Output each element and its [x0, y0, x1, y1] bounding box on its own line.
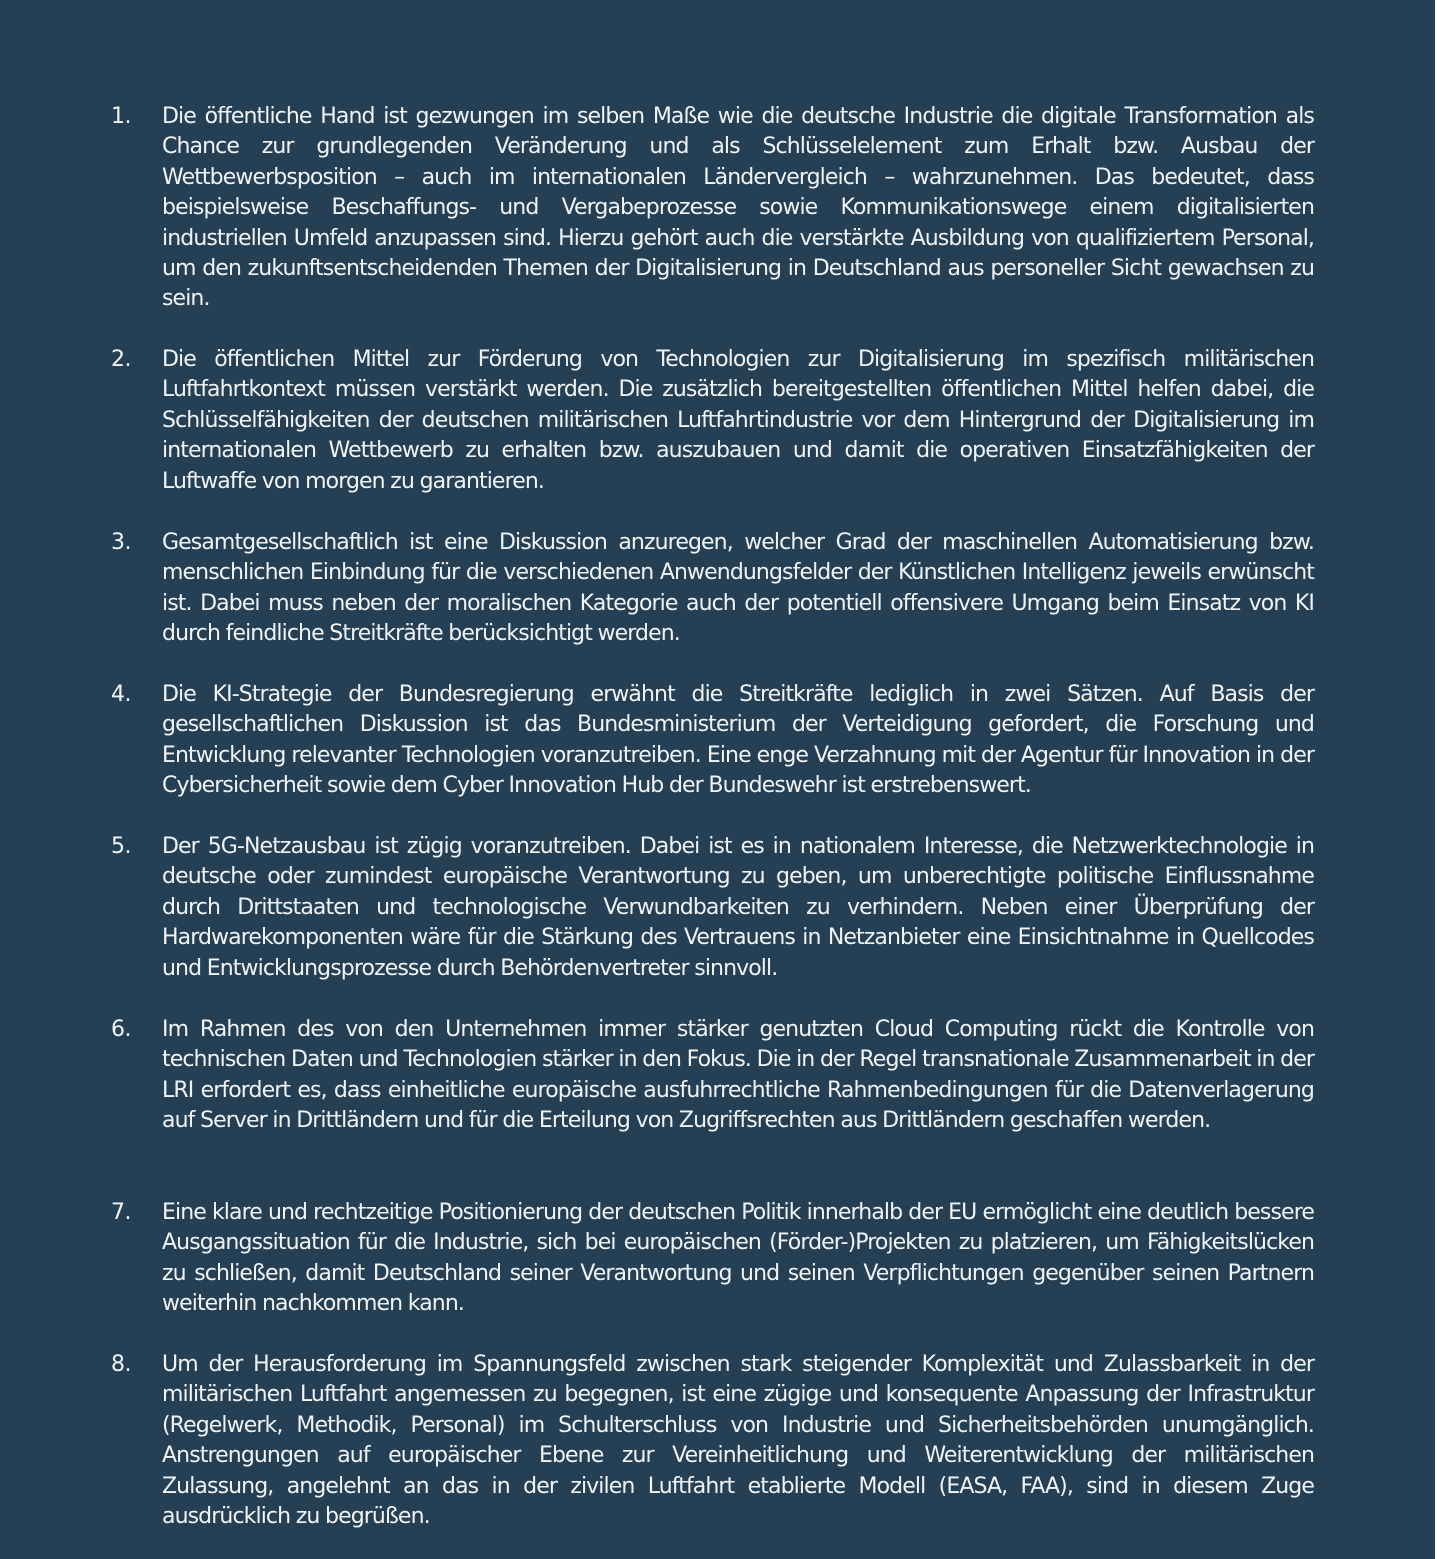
item-number: 6.: [111, 1017, 131, 1042]
item-text: Gesamtgesellschaftlich ist eine Diskussion anzuregen, welcher Grad der maschinellen Automatisierung bzw. menschlichen Einbindung für die verschiedenen Anwendungsfelder der Künstlichen Intelligenz jeweils erwünscht ist. Dabei muss neben der moralischen Kategorie auch der potentiell offensivere Umgang beim Einsatz von KI durch feindliche Streitkräfte berücksichtigt werden.: [162, 530, 1314, 647]
item-number: 4.: [111, 682, 131, 707]
item-text: Die KI-Strategie der Bundesregierung erwähnt die Streitkräfte lediglich in zwei Sätzen. Auf Basis der gesellschaftlichen Diskussion ist das Bundesministerium der Verteidigung gefordert, die Forschung und Entwicklung relevanter Technologien voranzutreiben. Eine enge Verzahnung mit der Agentur für Innovation in der Cybersicherheit sowie dem Cyber Innovation Hub der Bundeswehr ist erstrebenswert.: [162, 682, 1314, 799]
item-text: Um der Herausforderung im Spannungsfeld zwischen stark steigender Komplexität und Zulassbarkeit in der militärischen Luftfahrt angemessen zu begegnen, ist eine zügige und konsequente Anpassung der Infrastruktur (Regelwerk, Methodik, Personal) im Schulterschluss von Industrie und Sicherheitsbehörden unumgänglich. Anstrengungen auf europäischer Ebene zur Vereinheitlichung und Weiterentwicklung der militärischen Zulassung, angelehnt an das in der zivilen Luftfahrt etablierte Modell (EASA, FAA), sind in diesem Zuge ausdrücklich zu begrüßen.: [162, 1352, 1314, 1530]
item-text: Im Rahmen des von den Unternehmen immer stärker genutzten Cloud Computing rückt die Kontrolle von technischen Daten und Technologien stärker in den Fokus. Die in der Regel transnationale Zusammenarbeit in der LRI erfordert es, dass einheitliche europäische ausfuhrrechtliche Rahmenbedingungen für die Datenverlagerung auf Server in Drittländern und für die Erteilung von Zugriffsrechten aus Drittländern geschaffen werden.: [162, 1017, 1314, 1134]
list-item: [111, 1198, 1314, 1319]
item-number: 8.: [111, 1352, 131, 1377]
item-text: Die öffentliche Hand ist gezwungen im selben Maße wie die deutsche Industrie die digitale Transformation als Chance zur grundlegenden Veränderung und als Schlüsselelement zum Erhalt bzw. Ausbau der Wettbewerbsposition – auch im internationalen Ländervergleich – wahrzunehmen. Das bedeutet, dass beispielsweise Beschaffungs- und Vergabeprozesse sowie Kommunikationswege einem digitalisierten industriellen Umfeld anzupassen sind. Hierzu gehört auch die verstärkte Ausbildung von qualifiziertem Personal, um den zukunftsentscheidenden Themen der Digitalisierung in Deutschland aus personeller Sicht gewachsen zu sein.: [162, 104, 1314, 312]
item-number: 2.: [111, 347, 131, 372]
list-item: [111, 1015, 1314, 1167]
item-text: Die öffentlichen Mittel zur Förderung von Technologien zur Digitalisierung im spezifisch militärischen Luftfahrtkontext müssen verstärkt werden. Die zusätzlich bereitgestellten öffentlichen Mittel helfen dabei, die Schlüsselfähigkeiten der deutschen militärischen Luftfahrtindustrie vor dem Hintergrund der Digitalisierung im internationalen Wettbewerb zu erhalten bzw. auszubauen und damit die operativen Einsatzfähigkeiten der Luftwaffe von morgen zu garantieren.: [162, 347, 1314, 494]
item-text: Der 5G-Netzausbau ist zügig voranzutreiben. Dabei ist es in nationalem Interesse, die Netzwerktechnologie in deutsche oder zumindest europäische Verantwortung zu geben, um unberechtigte politische Einflussnahme durch Drittstaaten und technologische Verwundbarkeiten zu verhindern. Neben einer Überprüfung der Hardwarekomponenten wäre für die Stärkung des Vertrauens in Netzanbieter eine Einsichtnahme in Quellcodes und Entwicklungsprozesse durch Behördenvertreter sinnvoll.: [162, 834, 1314, 981]
recommendation-list: [111, 102, 1314, 1532]
list-item: [111, 345, 1314, 497]
item-number: 1.: [111, 104, 131, 129]
list-item: [111, 528, 1314, 649]
item-number: 5.: [111, 834, 131, 859]
list-item: [111, 680, 1314, 801]
list-item: [111, 102, 1314, 314]
list-item: [111, 1350, 1314, 1532]
item-number: 7.: [111, 1200, 131, 1225]
list-item: [111, 832, 1314, 984]
item-number: 3.: [111, 530, 131, 555]
item-text: Eine klare und rechtzeitige Positionierung der deutschen Politik innerhalb der EU ermöglicht eine deutlich bessere Ausgangssituation für die Industrie, sich bei europäischen (Förder-)Projekten zu platzieren, um Fähigkeitslücken zu schließen, damit Deutschland seiner Verantwortung und seinen Verpflichtungen gegenüber seinen Partnern weiterhin nachkommen kann.: [162, 1200, 1314, 1317]
